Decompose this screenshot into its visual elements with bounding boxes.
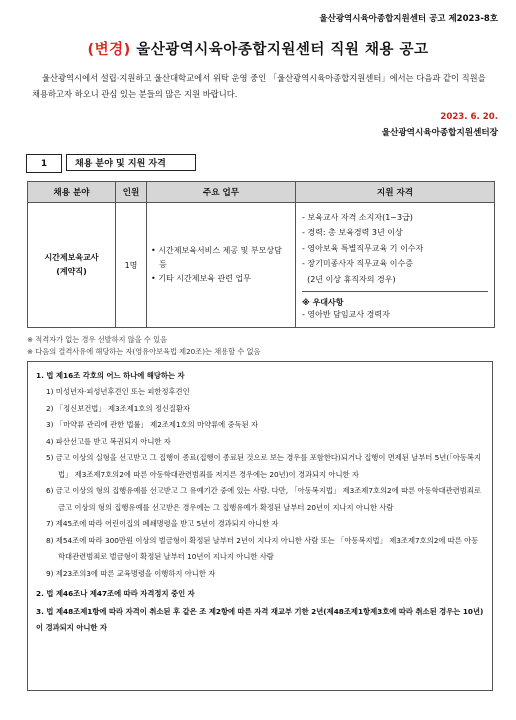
cell-field	[28, 203, 116, 328]
title-main: 울산광역시육아종합지원센터 직원 채용 공고	[130, 42, 429, 58]
field-type: (계약직)	[56, 267, 87, 276]
preference-box	[302, 291, 488, 320]
disq-sub-item: 5) 금고 이상의 실형을 선고받고 그 집행이 종료(집행이 종료된 것으로 보는 경우를 포함한다)되거나 집행이 면제된 날부터 5년(「아동복지법」 제3조제7호의2에 따른 아동학대관련범죄를 저지른 경우에는 20년)이 경과되지 아니한 자	[46, 453, 482, 479]
preference-heading: ※ 우대사항	[302, 298, 344, 308]
qual-item: - 경력: 총 보육경력 3년 이상	[302, 228, 403, 238]
header-count: 인원	[116, 182, 147, 203]
announcement-number: 울산광역시육아종합지원센터 공고 제2023-8호	[319, 14, 498, 24]
disq-sub-item: 2) 「정신보건법」 제3조제1호의 정신질환자	[46, 403, 191, 413]
disq-item-1: 1. 법 제16조 각호의 어느 하나에 해당하는 자	[36, 371, 185, 380]
intro-paragraph: 울산광역시에서 설립·지원하고 울산대학교에서 위탁 운영 중인 「울산광역시육아종합지원센터」에서는 다음과 같이 직원을 채용하고자 하오니 관심 있는 분들의 많은 지원 바랍니다.	[32, 73, 486, 99]
recruitment-table	[27, 181, 495, 328]
qual-item: - 영아보육 특별직무교육 기 이수자	[302, 243, 424, 253]
cell-quals	[296, 203, 495, 328]
disq-sub-item: 6) 금고 이상의 형의 집행유예를 선고받고 그 유예기간 중에 있는 사람. 다만, 「아동복지법」 제3조제7호의2에 따른 아동학대관련범죄로 금고 이상의 형의 집행유예를 선고받은 경우에는 그 집행유예가 확정된 날부터 20년이 지나지 아니한 사람	[46, 486, 481, 512]
disq-sub-item: 3) 「마약류 관리에 관한 법률」 제2조제1호의 마약류에 중독된 자	[46, 420, 259, 429]
qual-item: (2년 이상 휴직자의 경우)	[302, 274, 396, 284]
notes	[27, 334, 260, 358]
section-header	[26, 154, 196, 173]
announcement-date: 2023. 6. 20.	[440, 112, 498, 122]
header-quals: 지원 자격	[296, 182, 495, 203]
qual-item: - 장기미종사자 직무교육 이수증	[302, 259, 413, 269]
duty-item: • 시간제보육서비스 제공 및 부모상담 등	[151, 246, 282, 269]
note-item: ※ 다음의 결격사유에 해당하는 자(영유아보육법 제20조)는 채용할 수 없음	[27, 347, 261, 356]
issuing-organization: 울산광역시육아종합지원센터장	[381, 128, 498, 138]
duty-item: • 기타 시간제보육 관련 업무	[151, 274, 251, 283]
disq-item-3: 3. 법 제48조제1항에 따라 자격이 취소된 후 같은 조 제2항에 따른 자격 재교부 기한 2년(제48조제1항제3호에 따라 취소된 경우는 10년)이 경과되지 아니한 자	[36, 607, 484, 632]
qual-item: - 보육교사 자격 소지자(1~3급)	[302, 212, 413, 222]
title-change-marker: (변경)	[87, 42, 131, 58]
section-number: 1	[26, 154, 62, 173]
disq-sub-item: 7) 제45조에 따라 어린이집의 폐쇄명령을 받고 5년이 경과되지 아니한 자	[46, 519, 279, 528]
disq-item-2: 2. 법 제46조나 제47조에 따라 자격정지 중인 자	[36, 589, 195, 598]
preference-item: - 영아반 담임교사 경력자	[302, 310, 390, 320]
disqualification-box	[27, 361, 493, 691]
cell-duties	[147, 203, 296, 328]
disq-sub-item: 8) 제54조에 따라 300만원 이상의 벌금형이 확정된 날부터 2년이 지나지 아니한 사람 또는 「아동복지법」 제3조제7호의2에 따른 아동학대관련범죄로 벌금형이 확정된 날부터 10년이 지나지 아니한 사람	[46, 535, 479, 561]
field-name: 시간제보육교사	[44, 253, 99, 262]
disq-sub-item: 9) 제23조의3에 따른 교육명령을 이행하지 아니한 자	[46, 568, 216, 578]
section-title: 채용 분야 및 지원 자격	[66, 154, 196, 171]
header-field: 채용 분야	[28, 182, 116, 203]
header-duties: 주요 업무	[147, 182, 296, 203]
disq-sub-item: 4) 파산선고를 받고 복권되지 아니한 자	[46, 436, 171, 446]
table-header-row	[28, 182, 495, 203]
disq-sub-item: 1) 미성년자·피성년후견인 또는 피한정후견인	[46, 387, 190, 396]
page-title	[0, 38, 516, 59]
note-item: ※ 적격자가 없는 경우 선발하지 않을 수 있음	[27, 335, 168, 344]
cell-count: 1명	[116, 203, 147, 328]
table-row	[28, 203, 495, 328]
